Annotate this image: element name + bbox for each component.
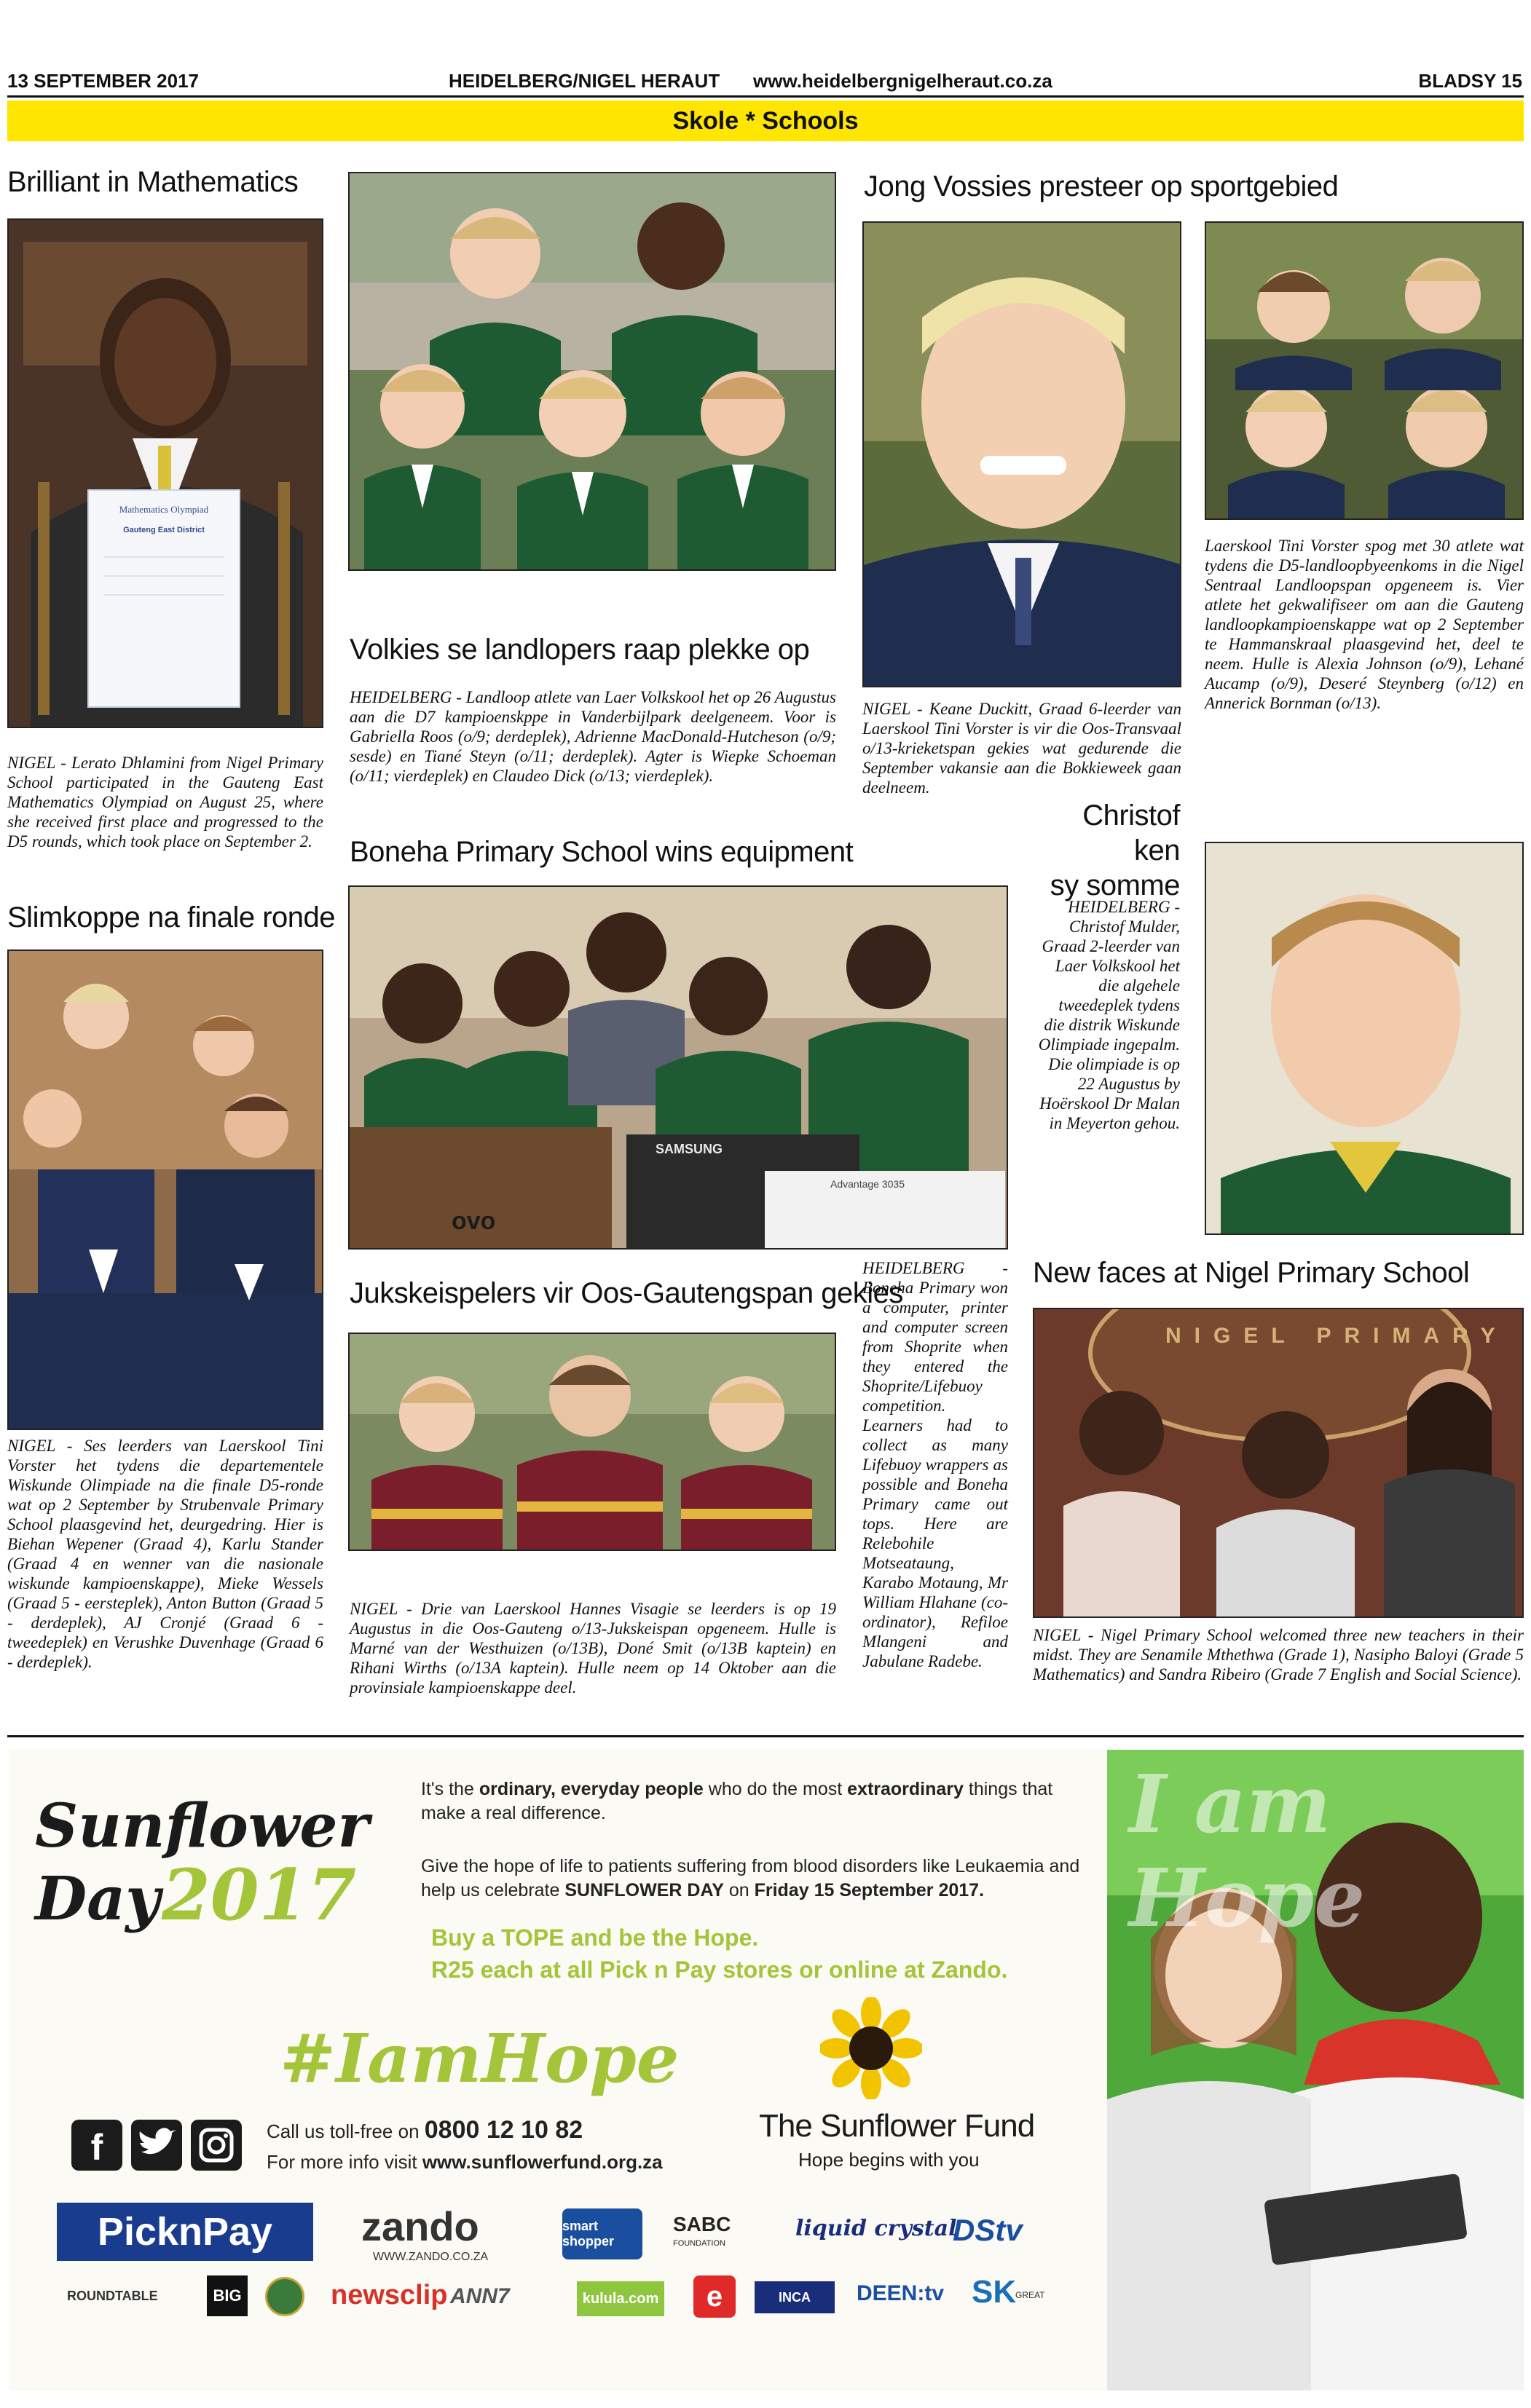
sunflower-icon — [820, 1997, 922, 2099]
advert-phone-number[interactable]: 0800 12 10 82 — [424, 2116, 583, 2144]
caption-boneha: HEIDELBERG - Boneha Primary won a computer, printer and computer screen from Shoprite when they entered the Shoprite/Lifebuoy competition. Learners had to collect as many Lifebuoy wrappers as possible and Boneha Primary came out tops. Here are Relebohile Motseataung, Karabo Motaung, Mr William Hlahane (co-ordinator), Refiloe Mlangeni and Jabulane Radebe. — [862, 1259, 1008, 1670]
roundtable-logo: ROUNDTABLE — [67, 2289, 158, 2303]
caption-newfaces: NIGEL - Nigel Primary School welcomed three new teachers in their midst. They are Senamile Mthethwa (Grade 1), Nasipho Baloyi (Grade 5 Mathematics) and Sandra Ribeiro (Grade 7 English and Social Science). — [1033, 1626, 1524, 1683]
instagram-camera-shape — [191, 2120, 242, 2171]
header-rule — [7, 95, 1524, 98]
headline-boneha: Boneha Primary School wins equipment — [350, 836, 854, 868]
advert-hope-b: SUNFLOWER DAY — [564, 1880, 724, 1900]
deen-tv-logo: DEEN:tv — [857, 2281, 945, 2305]
page-number: BLADSY 15 — [1418, 70, 1522, 92]
advert-photo-children — [1107, 1750, 1524, 2391]
photo-volkies — [348, 172, 836, 571]
advert-logo-sunflower: Sunflower — [35, 1791, 369, 1861]
photo-christof — [1205, 842, 1524, 1235]
advert-intro-d: extraordinary — [847, 1779, 964, 1799]
advert-hope — [421, 1855, 1098, 1903]
section-title: Skole * Schools — [7, 100, 1524, 141]
advert-intro-b: ordinary, everyday people — [479, 1779, 704, 1799]
twitter-bird-shape — [131, 2120, 182, 2171]
advert-intro — [421, 1777, 1098, 1825]
sabc-logo: SABC — [673, 2213, 731, 2235]
headline-slimkoppe: Slimkoppe na finale ronde — [7, 901, 336, 933]
box-lenovo-label: ovo — [452, 1207, 496, 1235]
advert-rule — [7, 1735, 1524, 1737]
box-samsung-label: SAMSUNG — [656, 1142, 723, 1156]
headline-newfaces: New faces at Nigel Primary School — [1033, 1257, 1470, 1289]
headline-christof-line1: Christof ken — [1082, 800, 1180, 867]
liquid-crystal-logo: liquid crystal — [795, 2216, 957, 2241]
etv-logo: e — [693, 2275, 736, 2318]
photo-boneha — [348, 885, 1008, 1250]
photo-keane-illustration — [864, 223, 1181, 687]
headline-volkies: Volkies se landlopers raap plekke op — [350, 633, 810, 666]
advert-fund-tagline: Hope begins with you — [798, 2149, 980, 2171]
photo-volkies-illustration — [350, 173, 836, 571]
photo-christof-illustration — [1206, 843, 1524, 1235]
paper-name: HEIDELBERG/NIGEL HERAUT — [449, 70, 720, 92]
caption-volkies: HEIDELBERG - Landloop atlete van Laer Volkskool het op 26 Augustus aan die D7 kampioenskppe in Vanderbijlpark deelgeneem. Voor is Gabriella Roos (o/9; derdeplek), Adrienne MacDonald-Hutcheson (o/9; sesde) en Tiané Steyn (o/11; derdeplek). Agter is Wiepke Schoeman (o/11; vierdeplek) en Claudeo Dick (o/13; vierdeplek). — [350, 688, 836, 785]
caption-christof: HEIDELBERG - Christof Mulder, Graad 2-leerder van Laer Volkskool het die algehele tweedeplek tydens die distrik Wiskunde Olimpiade ingepalm. Die olimpiade is op 22 Augustus by Hoërskool Dr Malan in Meyerton gehou. — [1038, 898, 1180, 1132]
caption-keane: NIGEL - Keane Duckitt, Graad 6-leerder van Laerskool Tini Vorster is vir die Oos-Transvaal o/13-krieketspan gekies wat gedurende die September vakansie aan die Bokkieweek gaan deelneem. — [862, 700, 1181, 797]
photo-slimkoppe — [7, 950, 323, 1430]
photo-keane — [862, 221, 1181, 687]
caption-landloop: Laerskool Tini Vorster spog met 30 atlete wat tydens die D5-landloopbyeenkoms in die Nigel Sentraal Landloopspan opgeneem is. Vier atlete het gekwalifiseer om aan die Gauteng landloopkampioenskappe wat op 2 September te Hammanskraal plaasgevind het, deel te neem. Hulle is Alexia Johnson (o/9), Lehané Aucamp (o/9), Deseré Steynberg (o/12) en Annerick Bornman (o/13). — [1205, 537, 1524, 712]
advert-fund-name: The Sunflower Fund — [759, 2108, 1035, 2144]
sunflower-shape — [820, 1997, 922, 2099]
advert-photo-slogan: I am Hope — [1129, 1757, 1366, 1945]
dstv-logo: DStv — [953, 2213, 1023, 2247]
caption-jukskei: NIGEL - Drie van Laerskool Hannes Visagie se leerders is op 19 Augustus in die Oos-Gauteng o/13-Jukskeispan opgeneem. Hulle is Marné van der Westhuizen (o/13B), Doné Smit (o/13B kaptein) en Rihani Wirths (o/13A kaptein). Hulle neem op 14 Oktober aan die provinsiale kampioenskappe deel. — [350, 1600, 836, 1697]
caption-lerato: NIGEL - Lerato Dhlamini from Nigel Primary School participated in the Gauteng East Mathematics Olympiad on August 25, where she received first place and progressed to the D5 rounds, which took place on September 2. — [7, 754, 323, 850]
issue-date: 13 SEPTEMBER 2017 — [7, 70, 200, 92]
advert-info-label: For more info visit — [267, 2151, 422, 2173]
advert-hope-c: on — [723, 1880, 755, 1900]
photo-jukskei-illustration — [350, 1334, 836, 1551]
caption-slimkoppe: NIGEL - Ses leerders van Laerskool Tini Vorster het tydens die departementele Wiskunde Olimpiade na die finale D5-ronde wat op 2 September by Strubenvale Primary School plaasgevind het, deurgedring. Hier is Biehan Wepener (Graad 4), Karlu Stander (Graad 4 en wenner van die nasionale wiskunde kampioenskappe), Mieke Wessels (Graad 5 - eersteplek), Anton Button (Graad 5 - derdeplek), AJ Cronjé (Graad 6 - tweedeplek) en Verushke Duvenhage (Graad 6 - derdeplek). — [7, 1437, 323, 1671]
advert-website-link[interactable]: www.sunflowerfund.org.za — [422, 2151, 663, 2173]
advert-buy-line1: Buy a TOPE and be the Hope. — [431, 1925, 759, 1951]
ann7-logo: ANN7 — [450, 2284, 510, 2308]
school-sign-text: NIGEL PRIMARY — [1165, 1324, 1508, 1348]
photo-newfaces — [1033, 1308, 1524, 1618]
emblem-logo — [265, 2277, 304, 2316]
sunflower-advert — [9, 1750, 1524, 2391]
certificate-title: Mathematics Olympiad — [119, 504, 209, 515]
headline-brilliant: Brilliant in Mathematics — [7, 166, 299, 198]
zando-url: WWW.ZANDO.CO.ZA — [373, 2251, 489, 2263]
photo-newfaces-illustration — [1034, 1309, 1524, 1618]
advert-intro-e: things that make a real difference. — [421, 1779, 1053, 1823]
photo-jukskei — [348, 1333, 836, 1551]
photo-lerato — [7, 218, 323, 728]
kulula-logo: kulula.com — [577, 2281, 664, 2316]
sk-logo: SK — [972, 2274, 1017, 2310]
advert-buy-line2: R25 each at all Pick n Pay stores or online at Zando. — [431, 1957, 1008, 1983]
certificate — [87, 489, 240, 708]
advert-logo-year: 2017 — [162, 1854, 357, 1936]
headline-christof — [1049, 798, 1180, 903]
paper-url[interactable]: www.heidelbergnigelheraut.co.za — [753, 70, 1052, 92]
headline-vossies: Jong Vossies presteer op sportgebied — [864, 170, 1339, 202]
advert-hope-a: Give the hope of life to patients suffering from blood disorders like Leukaemia and help us celebrate — [421, 1856, 1080, 1900]
advert-logo-day: Day — [35, 1864, 160, 1934]
big-logo: BIG — [207, 2275, 248, 2316]
photo-landloop — [1205, 221, 1524, 520]
sabc-foundation: FOUNDATION — [673, 2239, 725, 2248]
inca-logo: INCA — [755, 2281, 835, 2313]
advert-call — [267, 2118, 583, 2144]
photo-boneha-illustration — [350, 887, 1008, 1250]
headline-jukskei: Jukskeispelers vir Oos-Gautengspan gekies — [350, 1277, 903, 1309]
newsclip-logo: newsclip — [331, 2280, 448, 2310]
picknpay-logo: PicknPay — [57, 2203, 313, 2261]
zando-logo: zando — [361, 2203, 479, 2249]
advert-call-label: Call us toll-free on — [267, 2120, 425, 2142]
facebook-icon[interactable]: f — [71, 2120, 122, 2171]
headline-christof-line2: sy somme — [1050, 869, 1180, 901]
box-printer-label: Advantage 3035 — [830, 1178, 905, 1190]
advert-intro-a: It's the — [421, 1779, 479, 1799]
twitter-icon[interactable] — [131, 2120, 182, 2171]
advert-intro-c: who do the most — [703, 1779, 848, 1799]
sk-sub-logo: GREAT — [1015, 2290, 1045, 2300]
advert-info — [267, 2150, 663, 2174]
certificate-subtitle: Gauteng East District — [123, 526, 205, 534]
photo-slimkoppe-illustration — [9, 951, 323, 1430]
advert-hope-d: Friday 15 September 2017. — [754, 1880, 985, 1900]
smart-shopper-logo: smart shopper — [562, 2208, 642, 2259]
instagram-icon[interactable] — [191, 2120, 242, 2171]
advert-hashtag: #IamHope — [280, 2019, 680, 2098]
photo-landloop-illustration — [1206, 223, 1524, 520]
